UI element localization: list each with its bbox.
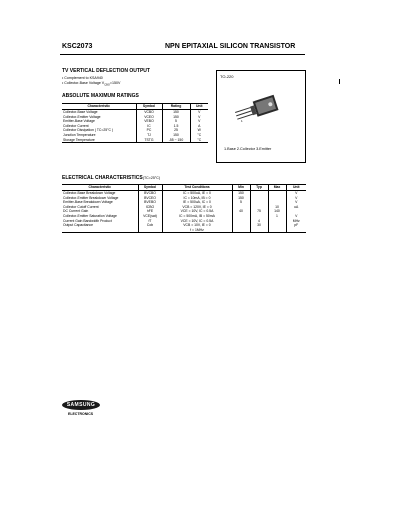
table-cell — [232, 228, 250, 233]
column-header: Test Conditions — [162, 185, 232, 191]
table-cell — [62, 228, 138, 233]
table-cell: 5 — [232, 200, 250, 205]
table-cell: IC — [136, 124, 162, 129]
electrical-table — [62, 184, 306, 233]
table-cell: IC = 500mA, IB = 50mA — [162, 214, 232, 219]
table-cell: VCBO — [136, 110, 162, 115]
table-cell: IC = 500uA, IE = 0 — [162, 191, 232, 196]
table-cell: Collector-Base Voltage — [63, 110, 98, 114]
table-cell: Collector Dissipation ( TC=25°C ) — [63, 128, 114, 133]
table-cell: Collector-Emitter Voltage — [63, 114, 101, 119]
samsung-logo — [62, 400, 100, 416]
table-cell: Collector Current — [63, 123, 89, 128]
column-header: Min — [232, 185, 250, 191]
table-cell: TJ — [136, 133, 162, 138]
column-header: Unit — [286, 185, 306, 191]
page-title: NPN EPITAXIAL SILICON TRANSISTOR — [165, 43, 296, 50]
table-cell: 150 — [232, 191, 250, 196]
table-cell: V — [286, 214, 306, 219]
table-cell: Emitter-Base Voltage — [63, 119, 95, 124]
column-header: Typ — [250, 185, 268, 191]
table-cell: 40 — [232, 209, 250, 214]
table-cell: -55 ~ 150 — [162, 138, 190, 143]
table-cell: Storage Temperature — [62, 138, 136, 143]
table-cell: V — [190, 110, 208, 115]
electrical-title: ELECTRICAL CHARACTERISTICS(TC=25°C) — [62, 175, 161, 181]
table-cell: 10 — [268, 205, 286, 210]
table-cell: f = 1MHz — [162, 228, 232, 233]
table-cell: 5 — [162, 119, 190, 124]
table-cell: Collector-Emitter Breakdown Voltage — [63, 195, 119, 200]
table-cell: Junction Temperature — [63, 132, 96, 137]
margin-mark — [339, 79, 340, 84]
table-cell: VCB = 120V, IE = 0 — [162, 205, 232, 210]
logo-oval — [62, 400, 100, 410]
table-cell — [138, 228, 162, 233]
table-cell: BVCEO — [138, 196, 162, 201]
table-cell: A — [190, 124, 208, 129]
table-cell: TSTG — [136, 138, 162, 143]
table-cell: 140 — [268, 209, 286, 214]
application-title: TV VERTICAL DEFLECTION OUTPUT — [62, 68, 150, 74]
column-header: Symbol — [138, 185, 162, 191]
table-cell: V — [286, 191, 306, 196]
table-cell: DC Current Gain — [63, 209, 89, 214]
table-cell: VCE = 10V, IC = 0.5A — [162, 219, 232, 224]
table-cell: hFE — [138, 209, 162, 214]
feature-item: • Collector-Base Voltage $V_{CBO}=150V$ — [62, 81, 121, 87]
table-cell: ICBO — [138, 205, 162, 210]
table-cell: pF — [286, 223, 306, 228]
abs-max-title: ABSOLUTE MAXIMUM RATINGS — [62, 93, 139, 99]
table-cell: °C — [190, 133, 208, 138]
table-cell: °C — [190, 138, 208, 143]
package-name: TO-220 — [220, 74, 234, 79]
header-divider — [60, 54, 305, 55]
table-cell: Output Capacitance — [63, 223, 93, 228]
table-cell: VCE(sat) — [138, 214, 162, 219]
package-diagram — [216, 70, 306, 163]
logo-brand: SAMSUNG — [66, 402, 96, 408]
table-cell: Collector-Base Breakdown Voltage — [63, 191, 116, 195]
logo-subtitle: ELECTRONICS — [68, 412, 94, 416]
table-cell: 150 — [232, 196, 250, 201]
table-cell: Emitter-Base Breakdown Voltage — [63, 200, 113, 205]
table-row — [62, 228, 306, 233]
transistor-package-icon — [233, 89, 293, 139]
table-cell: BVEBO — [138, 200, 162, 205]
table-cell: 150 — [162, 110, 190, 115]
table-cell: V — [286, 196, 306, 201]
table-cell: Collector Cutoff Current — [63, 204, 99, 209]
table-cell: 75 — [250, 209, 268, 214]
table-cell: 4 — [250, 219, 268, 224]
table-cell: 1.5 — [162, 124, 190, 129]
column-header: Unit — [190, 104, 208, 110]
table-cell: W — [190, 128, 208, 133]
table-cell: VCB = 10V, IE = 0 — [162, 223, 232, 228]
column-header: Symbol — [136, 104, 162, 110]
table-cell: Cob — [138, 223, 162, 228]
table-cell: fT — [138, 219, 162, 224]
table-cell: Current Gain Bandwidth Product — [63, 218, 112, 223]
table-cell: uA — [286, 205, 306, 210]
table-cell — [250, 228, 268, 233]
table-cell: V — [190, 115, 208, 120]
column-header: Rating — [162, 104, 190, 110]
table-cell: MHz — [286, 219, 306, 224]
table-row — [62, 138, 208, 143]
table-cell: Collector-Emitter Saturation Voltage — [63, 213, 117, 218]
table-cell: PC — [136, 128, 162, 133]
table-cell: V — [286, 200, 306, 205]
table-cell: VEBO — [136, 119, 162, 124]
table-cell: 30 — [250, 223, 268, 228]
pin-legend: 1.Base 2.Collector 3.Emitter — [224, 147, 272, 151]
column-header: Characteristic — [62, 185, 138, 191]
feature-list — [62, 76, 120, 88]
table-cell: BVCBO — [138, 191, 162, 196]
table-cell: IC = 10mA, IB = 0 — [162, 196, 232, 201]
table-cell: 1 — [268, 214, 286, 219]
column-header: Max — [268, 185, 286, 191]
table-cell: VCE = 10V, IC = 0.5A — [162, 209, 232, 214]
table-cell — [268, 228, 286, 233]
part-number: KSC2073 — [62, 43, 93, 50]
table-cell: VCEO — [136, 115, 162, 120]
table-cell: V — [190, 119, 208, 124]
table-cell: 25 — [162, 128, 190, 133]
table-cell — [286, 228, 306, 233]
svg-text:1: 1 — [241, 119, 243, 123]
feature-item: • Complement to KSA940 — [62, 76, 103, 80]
abs-max-table — [62, 103, 208, 143]
table-cell: IE = 500uA, IC = 0 — [162, 200, 232, 205]
table-cell: 150 — [162, 115, 190, 120]
column-header: Characteristic — [62, 104, 136, 110]
table-cell: 150 — [162, 133, 190, 138]
